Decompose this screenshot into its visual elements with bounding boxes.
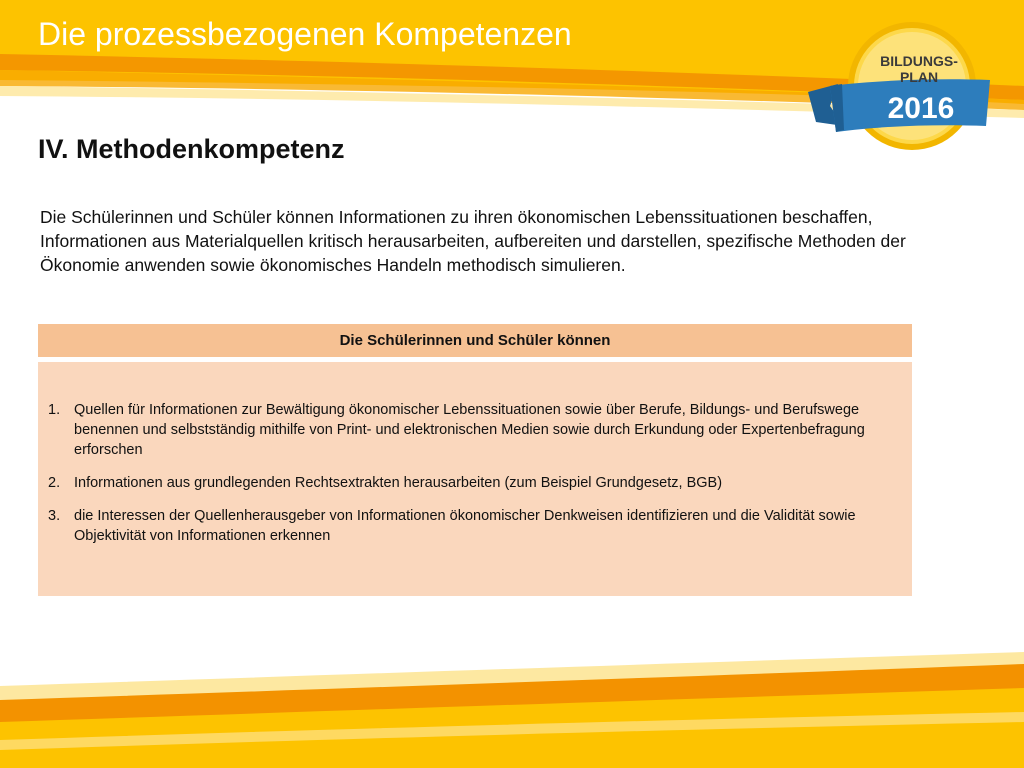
- slide-title: Die prozessbezogenen Kompetenzen: [38, 16, 572, 52]
- badge-seal-icon: [808, 22, 998, 154]
- list-item-text: Informationen aus grundlegenden Rechtsextrakten herausarbeiten (zum Beispiel Grundgesetz, BGB): [74, 475, 723, 491]
- table-header: Die Schülerinnen und Schüler können: [38, 324, 912, 357]
- badge-year: 2016: [887, 92, 955, 125]
- competency-list: [48, 400, 904, 559]
- table-body: [38, 362, 912, 596]
- list-item-text: die Interessen der Quellenherausgeber von Informationen ökonomischer Denkweisen identifizieren und die Validität sowie Objektivität von Informationen erkennen: [74, 508, 856, 544]
- section-heading: IV. Methodenkompetenz: [38, 134, 345, 164]
- intro-paragraph: Die Schülerinnen und Schüler können Informationen zu ihren ökonomischen Lebenssituationen beschaffen, Informationen aus Materialquellen kritisch herausarbeiten, aufbereiten und darstellen, spezifische Methoden der Ökonomie anwenden sowie ökonomisches Handeln methodisch simulieren.: [40, 207, 906, 275]
- list-item-number: 2.: [48, 475, 61, 491]
- list-item-text: Quellen für Informationen zur Bewältigung ökonomischer Lebenssituationen sowie über Berufe, Bildungs- und Berufswege benennen und selbstständig mithilfe von Print- und elektronischen Medien sowie durch Erkundung oder Expertenbefragung erforschen: [74, 402, 865, 458]
- badge-label-line2: PLAN: [899, 69, 939, 85]
- list-item: [48, 473, 904, 493]
- list-item-number: 3.: [48, 508, 61, 524]
- list-item: [48, 400, 904, 460]
- list-item-number: 1.: [48, 402, 61, 418]
- bildungsplan-badge: [808, 22, 998, 154]
- badge-label-line1: BILDUNGS-: [880, 53, 958, 69]
- list-item: [48, 506, 904, 546]
